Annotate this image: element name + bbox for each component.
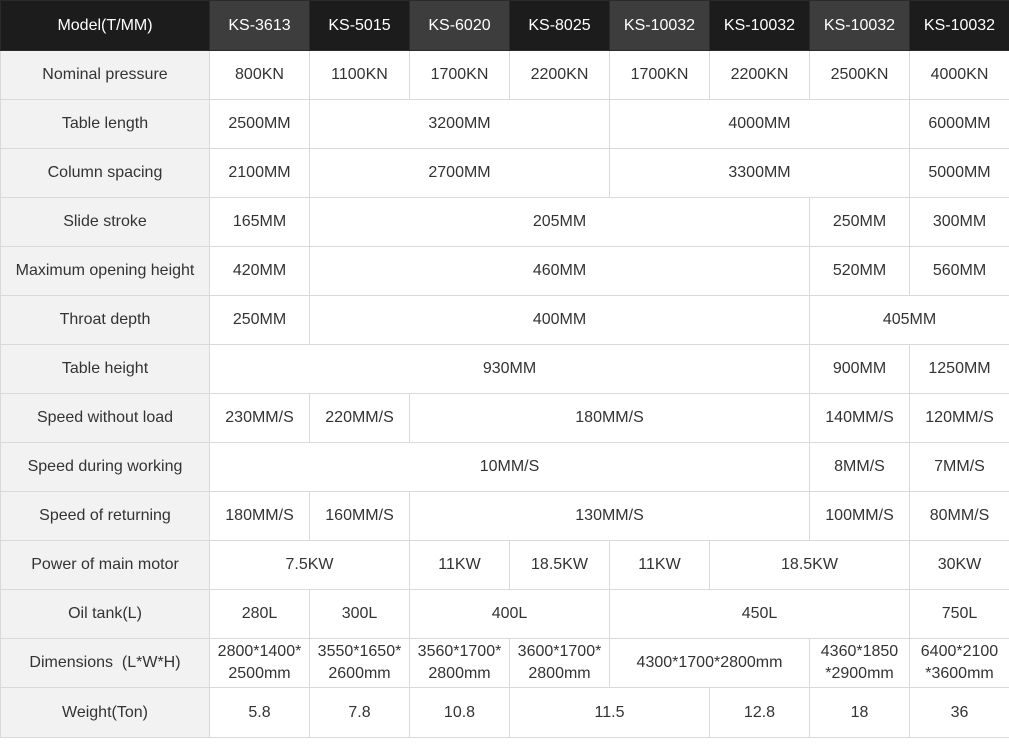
cell: 180MM/S [210,492,310,541]
model-ks-8025: KS-8025 [510,1,610,51]
cell: 250MM [210,296,310,345]
cell: 2100MM [210,149,310,198]
cell: 4000MM [610,100,910,149]
cell [910,639,1009,688]
cell: 900MM [810,345,910,394]
cell: 5.8 [210,688,310,738]
cell: 120MM/S [910,394,1009,443]
cell: 6000MM [910,100,1009,149]
cell-line: 2800mm [428,665,491,682]
model-ks-3613: KS-3613 [210,1,310,51]
row-label: Column spacing [1,149,210,198]
cell: 2200KN [510,51,610,100]
cell: 520MM [810,247,910,296]
cell: 18.5KW [510,541,610,590]
cell: 11.5 [510,688,710,738]
cell: 1100KN [310,51,410,100]
cell-line: *2900mm [825,665,894,682]
row-label: Power of main motor [1,541,210,590]
cell: 450L [610,590,910,639]
row-oil-tank [1,590,1009,639]
row-throat-depth [1,296,1009,345]
cell-line: 4360*1850 [820,643,899,660]
cell: 7.8 [310,688,410,738]
model-ks-10032-b: KS-10032 [710,1,810,51]
cell-line: 2800mm [528,665,591,682]
cell: 4000KN [910,51,1009,100]
cell: 205MM [310,198,810,247]
cell: 1700KN [610,51,710,100]
cell-line: 3600*1700* [517,643,602,660]
cell: 7MM/S [910,443,1009,492]
cell: 5000MM [910,149,1009,198]
cell [810,639,910,688]
cell-line: 3550*1650* [317,643,402,660]
cell: 10.8 [410,688,510,738]
cell: 100MM/S [810,492,910,541]
cell: 18.5KW [710,541,910,590]
row-label: Speed of returning [1,492,210,541]
cell: 420MM [210,247,310,296]
row-label: Table length [1,100,210,149]
cell: 7.5KW [210,541,410,590]
cell: 140MM/S [810,394,910,443]
row-dimensions [1,639,1009,688]
row-speed-without-load [1,394,1009,443]
cell [310,639,410,688]
cell: 230MM/S [210,394,310,443]
cell: 405MM [810,296,1009,345]
cell: 400L [410,590,610,639]
cell: 280L [210,590,310,639]
cell: 1700KN [410,51,510,100]
cell [510,639,610,688]
cell: 160MM/S [310,492,410,541]
cell: 930MM [210,345,810,394]
cell: 3300MM [610,149,910,198]
model-ks-10032-d: KS-10032 [910,1,1009,51]
cell: 220MM/S [310,394,410,443]
cell: 300L [310,590,410,639]
cell: 165MM [210,198,310,247]
cell: 2500KN [810,51,910,100]
row-label: Slide stroke [1,198,210,247]
cell: 2700MM [310,149,610,198]
cell [210,639,310,688]
row-table-length [1,100,1009,149]
cell-line: 6400*2100 [920,643,999,660]
row-speed-of-returning [1,492,1009,541]
row-label: Speed without load [1,394,210,443]
model-ks-5015: KS-5015 [310,1,410,51]
cell: 180MM/S [410,394,810,443]
row-label: Throat depth [1,296,210,345]
cell: 8MM/S [810,443,910,492]
row-label: Speed during working [1,443,210,492]
cell [410,639,510,688]
cell: 460MM [310,247,810,296]
cell: 560MM [910,247,1009,296]
cell: 12.8 [710,688,810,738]
cell: 10MM/S [210,443,810,492]
row-max-opening-height [1,247,1009,296]
row-label: Maximum opening height [1,247,210,296]
row-nominal-pressure [1,51,1009,100]
cell: 2200KN [710,51,810,100]
row-label: Nominal pressure [1,51,210,100]
model-ks-10032-a: KS-10032 [610,1,710,51]
cell: 300MM [910,198,1009,247]
cell-line: 2500mm [228,665,291,682]
cell: 11KW [610,541,710,590]
row-slide-stroke [1,198,1009,247]
cell: 11KW [410,541,510,590]
cell-line: 2600mm [328,665,391,682]
cell: 400MM [310,296,810,345]
row-label: Table height [1,345,210,394]
row-label: Oil tank(L) [1,590,210,639]
cell: 36 [910,688,1009,738]
cell: 18 [810,688,910,738]
cell-line: *3600mm [925,665,994,682]
cell: 80MM/S [910,492,1009,541]
cell: 30KW [910,541,1009,590]
cell: 3200MM [310,100,610,149]
cell: 250MM [810,198,910,247]
cell: 2500MM [210,100,310,149]
model-ks-6020: KS-6020 [410,1,510,51]
row-label: Weight(Ton) [1,688,210,738]
row-label: Dimensions (L*W*H) [1,639,210,688]
cell: 4300*1700*2800mm [610,639,810,688]
cell: 1250MM [910,345,1009,394]
row-weight [1,688,1009,738]
cell: 130MM/S [410,492,810,541]
row-speed-during-working [1,443,1009,492]
cell-line: 2800*1400* [217,643,302,660]
cell: 800KN [210,51,310,100]
row-column-spacing [1,149,1009,198]
row-table-height [1,345,1009,394]
row-power-main-motor [1,541,1009,590]
header-row [1,1,1009,51]
cell: 750L [910,590,1009,639]
model-ks-10032-c: KS-10032 [810,1,910,51]
cell-line: 3560*1700* [417,643,502,660]
model-header: Model(T/MM) [1,1,210,51]
